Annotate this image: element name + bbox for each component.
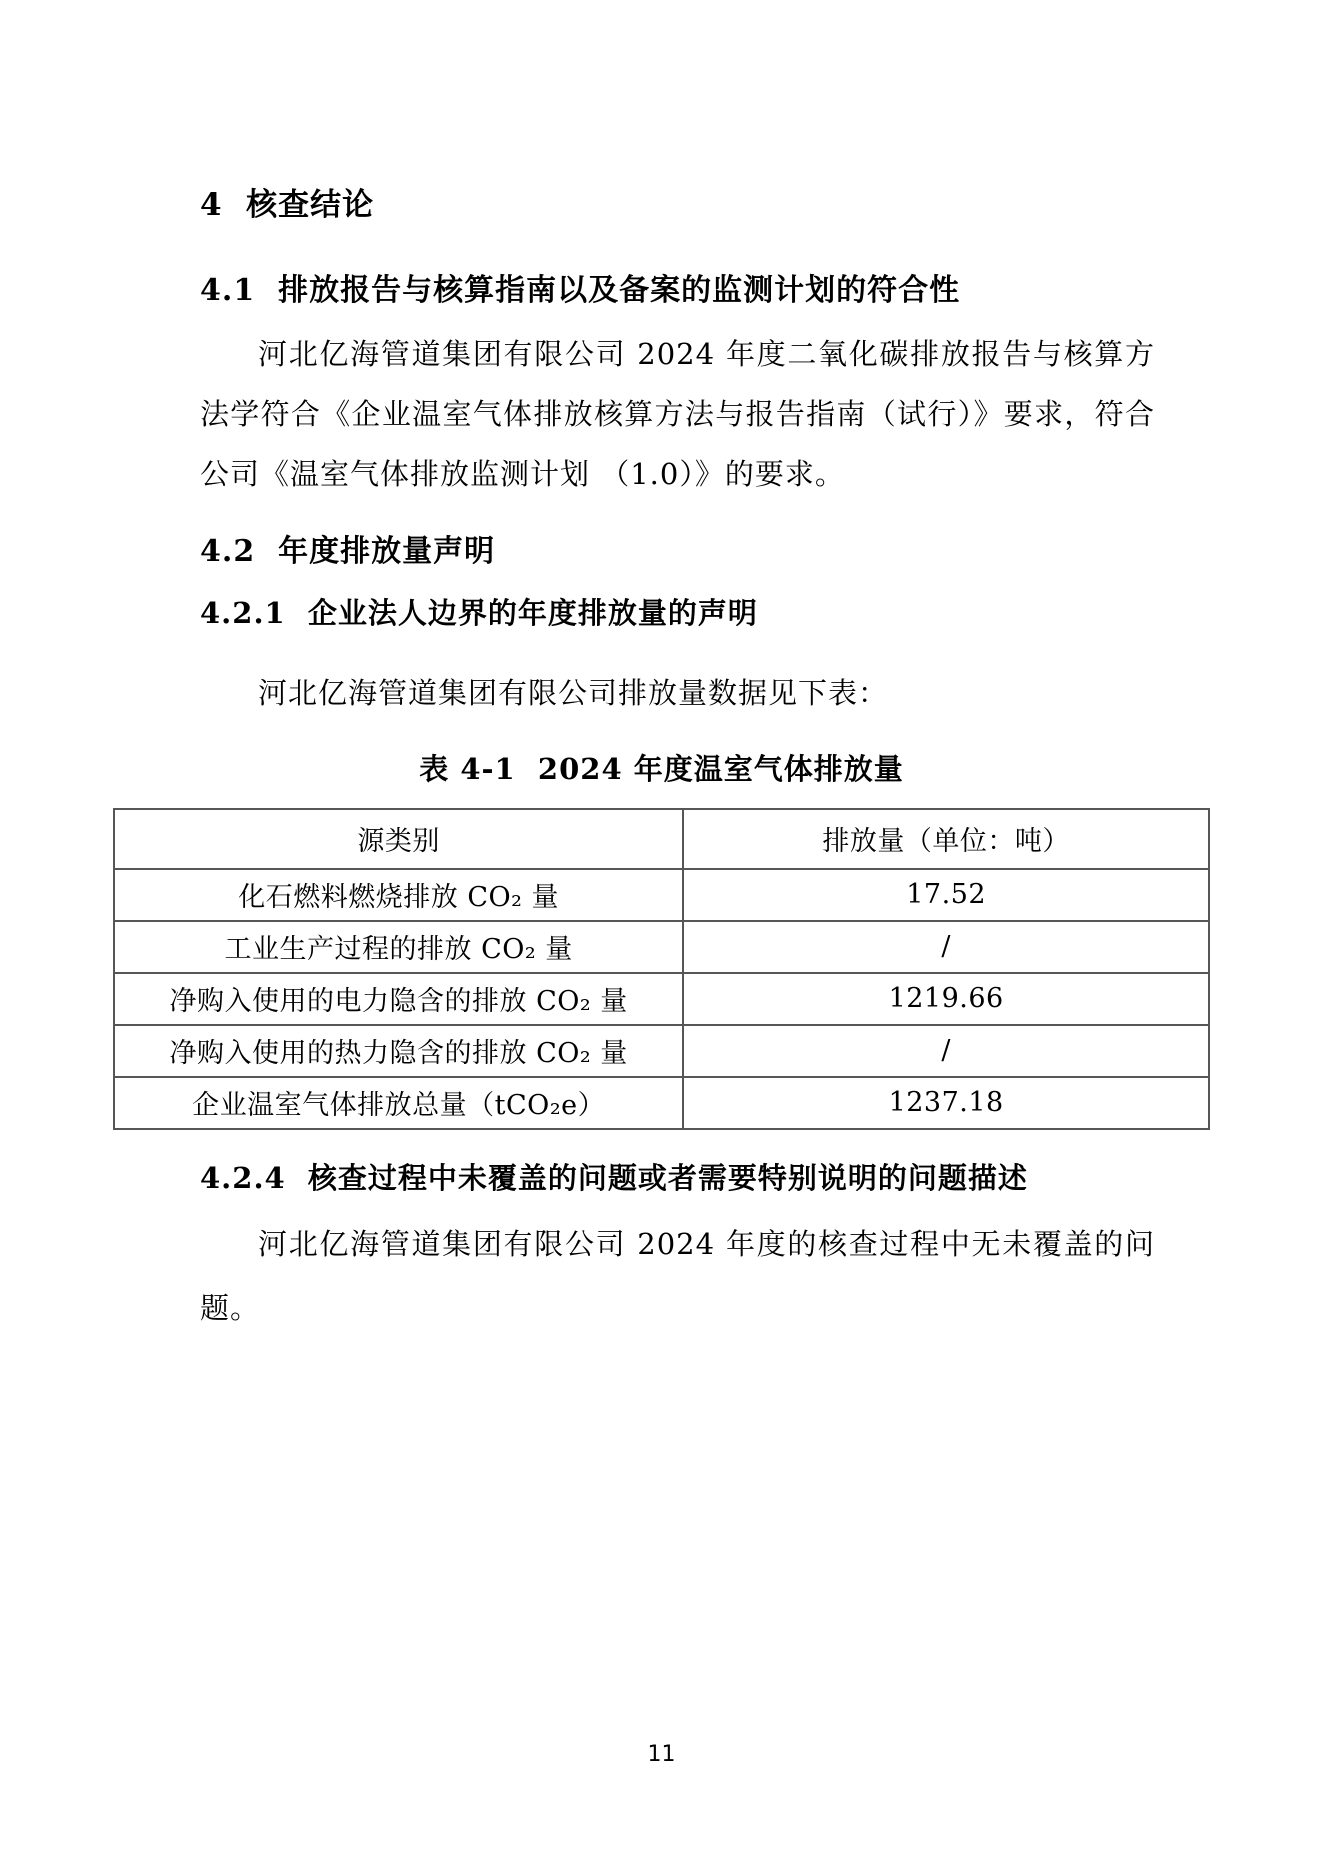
table-caption: 表 4-1 2024 年度温室气体排放量 [419, 751, 904, 786]
table-cell-value: / [683, 1025, 1209, 1077]
table-header-row [114, 809, 1209, 869]
emissions-table [113, 808, 1210, 1130]
table-row [114, 1025, 1209, 1077]
page-number: 11 [647, 1742, 676, 1767]
section-heading-4-2-1: 4.2.1 企业法人边界的年度排放量的声明 [200, 596, 758, 631]
paragraph-4-2-4-statement: 河北亿海管道集团有限公司 2024 年度的核查过程中无未覆盖的问题。 [200, 1226, 1155, 1325]
table-row [114, 869, 1209, 921]
table-cell-value: / [683, 921, 1209, 973]
table-cell-value: 17.52 [683, 869, 1209, 921]
table-cell-value: 1237.18 [683, 1077, 1209, 1129]
column-header-source-category: 源类别 [114, 809, 683, 869]
section-heading-4-2-4: 4.2.4 核查过程中未覆盖的问题或者需要特别说明的问题描述 [200, 1160, 1028, 1195]
table-cell-source: 净购入使用的热力隐含的排放 CO₂ 量 [114, 1025, 683, 1077]
table-cell-value: 1219.66 [683, 973, 1209, 1025]
paragraph-4-1-compliance: 河北亿海管道集团有限公司 2024 年度二氧化碳排放报告与核算方法学符合《企业温室气体排放核算方法与报告指南（试行）》要求，符合公司《温室气体排放监测计划 （1.0）》的要求。 [200, 337, 1155, 492]
table-row [114, 973, 1209, 1025]
table-cell-source: 工业生产过程的排放 CO₂ 量 [114, 921, 683, 973]
table-row [114, 921, 1209, 973]
paragraph-4-2-1-intro: 河北亿海管道集团有限公司排放量数据见下表： [258, 675, 889, 710]
column-header-emission-amount: 排放量（单位：吨） [683, 809, 1209, 869]
table-cell-source: 化石燃料燃烧排放 CO₂ 量 [114, 869, 683, 921]
table-cell-source: 企业温室气体排放总量（tCO₂e） [114, 1077, 683, 1129]
table-row [114, 1077, 1209, 1129]
table-cell-source: 净购入使用的电力隐含的排放 CO₂ 量 [114, 973, 683, 1025]
section-heading-4-2: 4.2 年度排放量声明 [200, 534, 496, 570]
section-heading-4-1: 4.1 排放报告与核算指南以及备案的监测计划的符合性 [200, 273, 961, 309]
section-heading-4: 4 核查结论 [200, 187, 375, 223]
